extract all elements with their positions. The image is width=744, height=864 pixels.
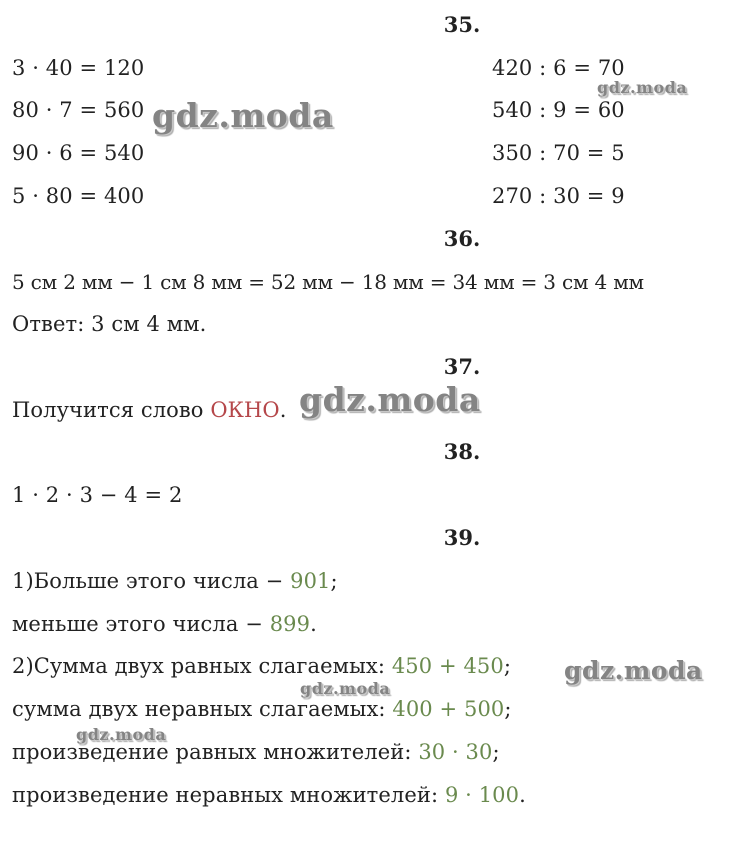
task-35-right-line-4: 270 : 30 = 9 (492, 184, 625, 208)
task-39-line-6-end: . (519, 783, 526, 807)
task-39-line-3-end: ; (503, 654, 512, 678)
task-39-line-1-text: 1)Больше этого числа − (12, 569, 291, 593)
task-39-line-2-end: . (310, 612, 317, 636)
task-35-left-line-1: 3 · 40 = 120 (12, 56, 145, 80)
task-39-number: 39. (443, 525, 481, 550)
task-37-number: 37. (443, 354, 481, 379)
watermark-logo: gdz.moda (152, 96, 334, 135)
task-37-line (12, 395, 287, 425)
watermark-logo: gdz.moda (564, 656, 703, 685)
task-39-line-3 (12, 651, 511, 681)
task-39-line-6 (12, 780, 526, 810)
task-39-line-4 (12, 694, 512, 724)
task-35-left-line-3: 90 · 6 = 540 (12, 141, 145, 165)
task-39-line-3-text: 2)Сумма двух равных слагаемых: (12, 654, 392, 678)
task-39-line-2-text: меньше этого числа − (12, 612, 270, 636)
task-39-line-1-end: ; (330, 569, 338, 593)
task-36-solution: 5 см 2 мм − 1 см 8 мм = 52 мм − 18 мм = 34 мм = 3 см 4 мм (12, 270, 644, 294)
task-39-line-4-end: ; (504, 697, 512, 721)
task-39-line-5-value: 30 · 30 (418, 740, 493, 764)
task-39-line-6-value: 9 · 100 (444, 783, 520, 807)
task-35-number: 35. (443, 12, 481, 37)
task-39-line-2 (12, 609, 317, 639)
task-35-right-line-2: 540 : 9 = 60 (492, 98, 625, 122)
task-38-number: 38. (443, 439, 481, 464)
task-35-right-line-3: 350 : 70 = 5 (492, 141, 625, 165)
task-35-left-line-4: 5 · 80 = 400 (12, 184, 145, 208)
task-35-right-line-1: 420 : 6 = 70 (492, 56, 625, 80)
task-36-number: 36. (443, 226, 481, 251)
watermark-logo: gdz.moda (597, 78, 688, 97)
task-39-line-3-value: 450 + 450 (391, 654, 504, 678)
task-37-suffix: . (279, 398, 287, 422)
task-37-word: ОКНО (210, 398, 280, 422)
task-35-left-line-2: 80 · 7 = 560 (12, 98, 145, 122)
task-39-line-5-end: ; (492, 740, 500, 764)
task-39-line-4-value: 400 + 500 (392, 697, 505, 721)
task-39-line-5-text: произведение равных множителей: (12, 740, 419, 764)
watermark-logo: gdz.moda (299, 380, 481, 419)
task-39-line-4-text: сумма двух неравных слагаемых: (12, 697, 393, 721)
watermark-logo: gdz.moda (76, 725, 167, 744)
task-39-line-1 (12, 566, 338, 596)
task-38-line: 1 · 2 · 3 − 4 = 2 (12, 483, 183, 507)
task-37-prefix: Получится слово (12, 398, 211, 422)
task-39-line-1-value: 901 (290, 569, 331, 593)
task-36-answer: Ответ: 3 см 4 мм. (12, 312, 207, 336)
task-39-line-2-value: 899 (269, 612, 311, 636)
watermark-logo: gdz.moda (300, 679, 391, 698)
task-39-line-6-text: произведение неравных множителей: (12, 783, 445, 807)
